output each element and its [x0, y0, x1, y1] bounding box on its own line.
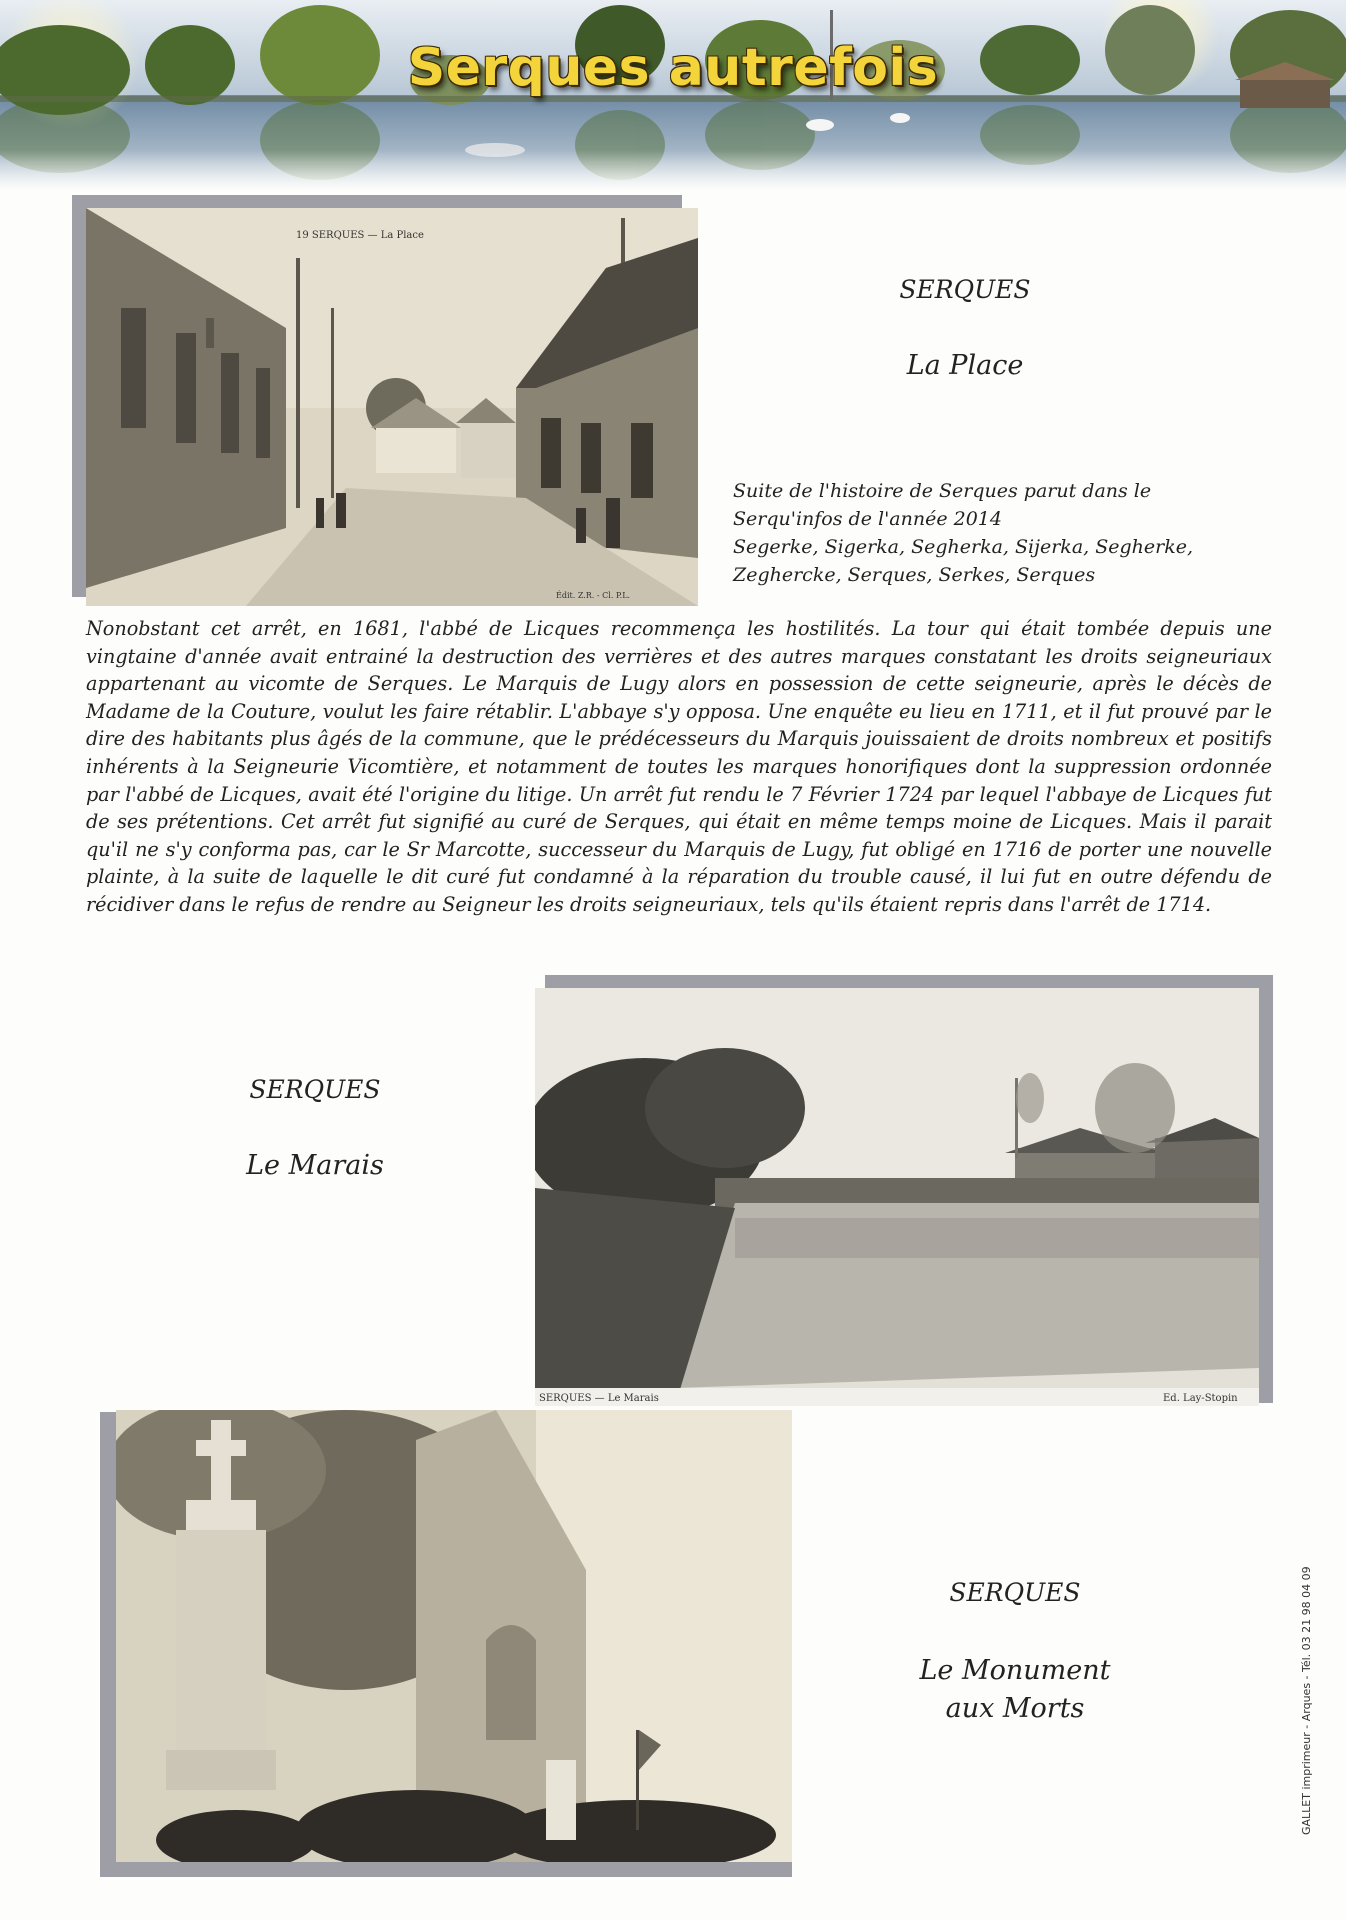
history-paragraph: Nonobstant cet arrêt, en 1681, l'abbé de Licques recommença les hostilités. La tour qui était tombée depuis une vingtaine d'année avait entrainé la destruction des verrières et des autres marques constatant les droits seigneuriaux appartenant au vicomte de Serques. Le Marquis de Lugy alors en possession de cette seigneurie, après le décès de Madame de la Couture, voulut les faire rétablir. L'abbaye s'y opposa. Une enquête eu lieu en 1711, et il fut prouvé par le dire des habitants plus âgés de la commune, que le prédécesseurs du Marquis jouissaient de droits nombreux et positifs inhérents à la Seigneurie Vicomtière, et notamment de toutes les marques honorifiques dont la suppression ordonnée par l'abbé de Licques, avait été l'origine du litige. Un arrêt fut rendu le 7 Février 1724 par lequel l'abbaye de Licques fut de ses prétentions. Cet arrêt fut signifié au curé de Serques, qui était en même temps moine de Licques. Mais il parait qu'il ne s'y conforma pas, car le Sr Marcotte, successeur du Marquis de Lugy, fut obligé en 1716 de porter une nouvelle plainte, à la suite de laquelle le dit curé fut condamné à la réparation du trouble causé, il lui fut en outre défendu de récidiver dans le refus de rendre au Seigneur les droits seigneuriaux, tels qu'ils étaient repris dans l'arrêt de 1714.: [86, 617, 1272, 916]
banner-title: Serques autrefois: [407, 38, 939, 98]
header-banner: [0, 0, 1346, 190]
caption-monument-line-1: Le Monument: [919, 1655, 1111, 1686]
postcard-edition-marais: Ed. Lay-Stopin: [1163, 1393, 1238, 1404]
photo-le-marais: [535, 988, 1259, 1406]
caption-place-title: SERQUES: [899, 275, 1031, 304]
intro-paragraph: [733, 477, 1293, 589]
caption-monument-line-2: aux Morts: [945, 1693, 1085, 1724]
caption-monument-title: SERQUES: [949, 1578, 1081, 1607]
caption-monument-subtitle: [880, 1652, 1150, 1728]
postcard-label-marais: SERQUES — Le Marais: [539, 1393, 659, 1404]
caption-marais-subtitle: Le Marais: [246, 1150, 384, 1181]
caption-marais-title: SERQUES: [249, 1075, 381, 1104]
caption-place-subtitle: La Place: [906, 350, 1024, 381]
postcard-label-place: 19 SERQUES — La Place: [296, 230, 424, 241]
printer-credit: GALLET imprimeur - Arques - Tél. 03 21 98 04 09: [1300, 1566, 1313, 1835]
intro-line: Serqu'infos de l'année 2014: [733, 508, 1002, 530]
photo-la-place: [86, 208, 698, 606]
intro-line: Zeghercke, Serques, Serkes, Serques: [733, 564, 1096, 586]
photo-monument-aux-morts: [116, 1410, 792, 1862]
intro-line: Segerke, Sigerka, Segherka, Sijerka, Segherke,: [733, 536, 1194, 558]
postcard-edition-place: Édit. Z.R. - Cl. P.L.: [556, 591, 631, 600]
intro-line: Suite de l'histoire de Serques parut dans le: [733, 480, 1152, 502]
